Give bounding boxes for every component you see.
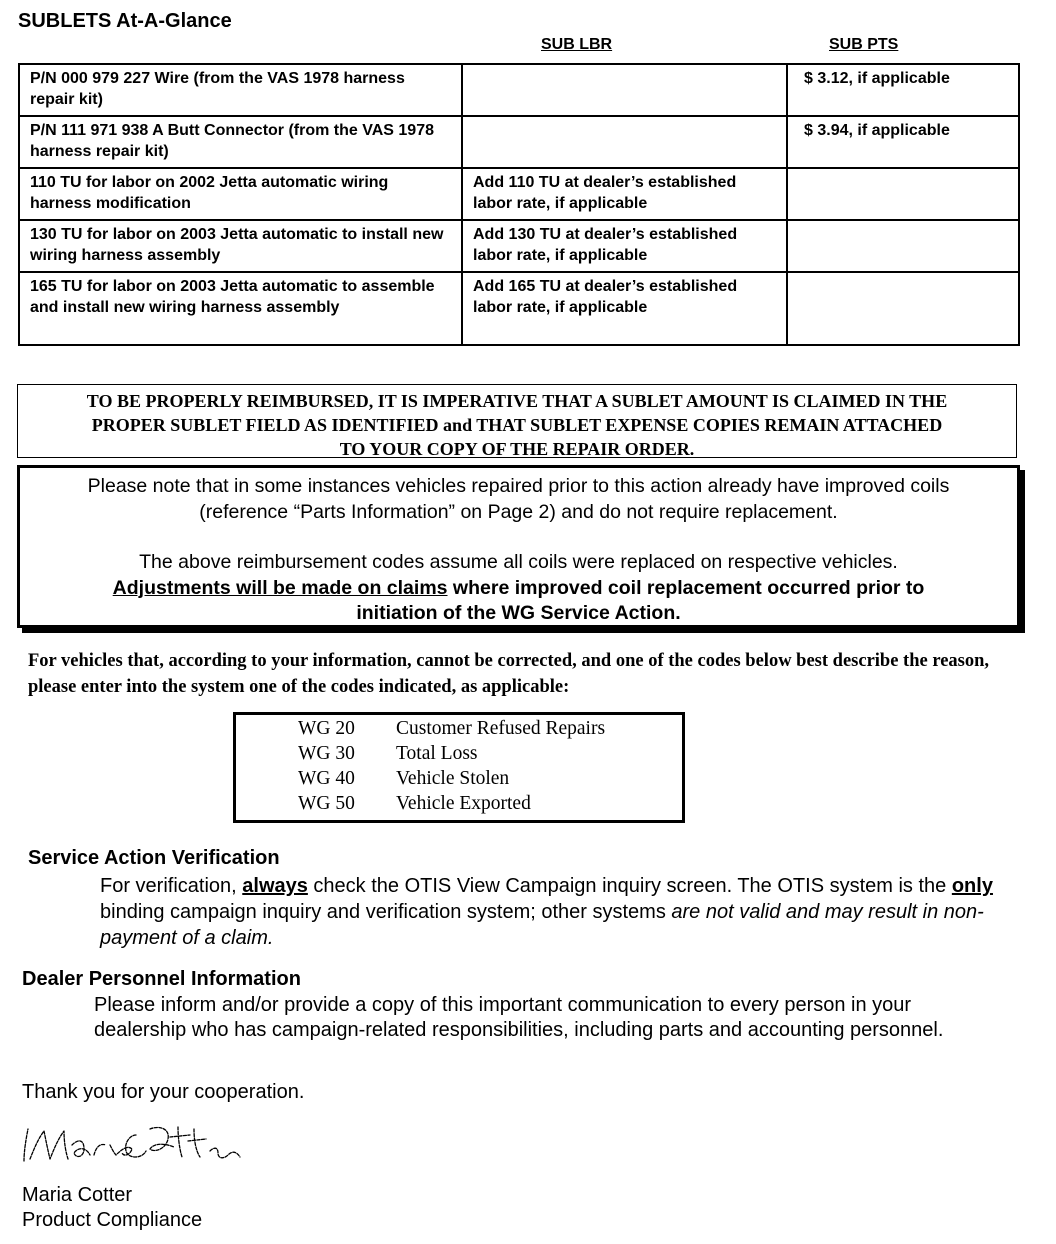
row-sub-lbr: Add 110 TU at dealer’s established labor rate, if applicable xyxy=(462,168,787,220)
row-sub-pts xyxy=(787,220,1019,272)
verification-text: binding campaign inquiry and verification system; other systems xyxy=(100,901,672,923)
note-line: Please note that in some instances vehicles repaired prior to this action already have improved coils xyxy=(87,475,950,497)
verification-only: only xyxy=(951,875,993,897)
vehicles-instructions: For vehicles that, according to your information, cannot be corrected, and one of the codes below best describe the reason, please enter into the system one of the codes indicated, as applicable: xyxy=(28,651,990,697)
note-line: (reference “Parts Information” on Page 2) and do not require replacement. xyxy=(199,500,838,523)
coil-note-box xyxy=(17,465,1020,628)
note-bold-line-2: initiation of the WG Service Action. xyxy=(356,602,681,624)
row-description: P/N 000 979 227 Wire (from the VAS 1978 harness repair kit) xyxy=(19,64,462,116)
code-row xyxy=(236,716,682,741)
verification-heading: Service Action Verification xyxy=(28,847,280,869)
code-desc: Vehicle Stolen xyxy=(396,768,510,789)
row-description: 130 TU for labor on 2003 Jetta automatic to install new wiring harness assembly xyxy=(19,220,462,272)
row-sub-pts: $ 3.12, if applicable xyxy=(787,64,1019,116)
row-sub-pts xyxy=(787,168,1019,220)
signer-name: Maria Cotter xyxy=(22,1184,133,1206)
signer-department: Product Compliance xyxy=(22,1209,203,1231)
dealer-body: Please inform and/or provide a copy of this important communication to every person in your dealership who has campaign-related responsibilities, including parts and accounting personnel. xyxy=(94,994,944,1041)
notice-line: TO YOUR COPY OF THE REPAIR ORDER. xyxy=(339,439,695,459)
note-paragraph-1 xyxy=(20,474,1017,525)
code-desc: Total Loss xyxy=(396,743,478,764)
code-id: WG 50 xyxy=(298,793,355,814)
row-sub-lbr xyxy=(462,116,787,168)
row-sub-pts: $ 3.94, if applicable xyxy=(787,116,1019,168)
thanks-text: Thank you for your cooperation. xyxy=(22,1081,305,1103)
code-id: WG 40 xyxy=(298,768,355,789)
note-line: The above reimbursement codes assume all coils were replaced on respective vehicles. xyxy=(139,551,898,573)
note-bold-rest: where improved coil replacement occurred prior to xyxy=(447,576,925,599)
notice-line: PROPER SUBLET FIELD AS IDENTIFIED and THAT SUBLET EXPENSE COPIES REMAIN ATTACHED xyxy=(91,415,943,435)
code-row xyxy=(236,791,682,816)
row-description: P/N 111 971 938 A Butt Connector (from the VAS 1978 harness repair kit) xyxy=(19,116,462,168)
row-sub-pts xyxy=(787,272,1019,345)
codes-box xyxy=(233,712,685,823)
notice-line: TO BE PROPERLY REIMBURSED, IT IS IMPERATIVE THAT A SUBLET AMOUNT IS CLAIMED IN THE xyxy=(86,391,948,411)
code-id: WG 30 xyxy=(298,743,355,764)
verification-body xyxy=(100,873,1010,951)
table-row xyxy=(19,168,1019,220)
dealer-heading: Dealer Personnel Information xyxy=(22,968,301,990)
note-bold-line xyxy=(20,576,1017,602)
verification-text: For verification, xyxy=(100,875,243,897)
verification-always: always xyxy=(242,875,308,897)
row-sub-lbr: Add 165 TU at dealer’s established labor rate, if applicable xyxy=(462,272,787,345)
row-description: 165 TU for labor on 2003 Jetta automatic to assemble and install new wiring harness assembly xyxy=(19,272,462,345)
code-desc: Vehicle Exported xyxy=(396,793,531,814)
verification-text: check the OTIS View Campaign inquiry screen. The OTIS system is the xyxy=(307,875,952,897)
table-row xyxy=(19,116,1019,168)
code-row xyxy=(236,741,682,766)
table-row xyxy=(19,272,1019,345)
page-title: SUBLETS At-A-Glance xyxy=(18,10,232,32)
signature-image xyxy=(18,1115,250,1175)
table-row xyxy=(19,64,1019,116)
verification-italic: are not valid and may result in non-payment of a claim. xyxy=(100,901,984,949)
code-row xyxy=(236,766,682,791)
reimbursement-notice xyxy=(17,384,1017,458)
row-sub-lbr: Add 130 TU at dealer’s established labor rate, if applicable xyxy=(462,220,787,272)
sub-lbr-header: SUB LBR xyxy=(541,36,613,53)
code-id: WG 20 xyxy=(298,718,355,739)
note-paragraph-2 xyxy=(20,550,1017,627)
code-desc: Customer Refused Repairs xyxy=(396,718,606,739)
row-sub-lbr xyxy=(462,64,787,116)
sub-pts-header: SUB PTS xyxy=(829,36,899,53)
row-description: 110 TU for labor on 2002 Jetta automatic wiring harness modification xyxy=(19,168,462,220)
note-underlined: Adjustments will be made on claims xyxy=(112,576,448,599)
sublets-table xyxy=(18,63,1020,346)
table-row xyxy=(19,220,1019,272)
